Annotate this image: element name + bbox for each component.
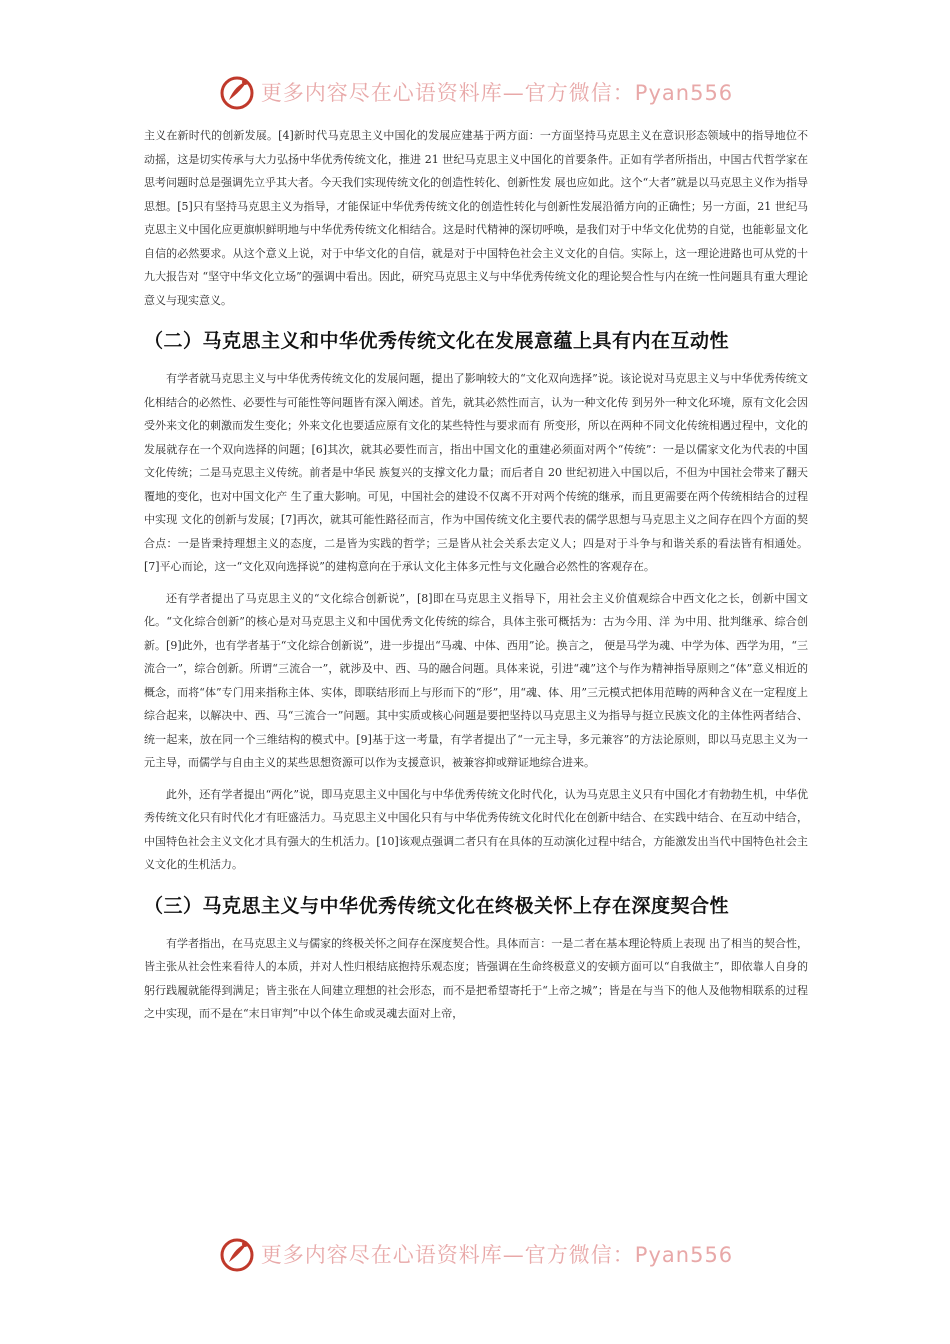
section-heading-2: （二）马克思主义和中华优秀传统文化在发展意蕴上具有内在互动性 xyxy=(144,330,730,352)
paragraph-5: 有学者指出，在马克思主义与儒家的终极关怀之间存在深度契合性。具体而言：一是二者在基本理论特质上表现 出了相当的契合性，皆主张从社会性来看待人的本质，并对人性归根结底抱持乐观态度；皆强调在生命终极意义的安顿方面可以“自我做主”，即依靠人自身的躬行践履就能得到满足；皆主张在人间建立理想的社会形态，而不是把希望寄托于“上帝之城”；皆是在与当下的他人及他物相联系的过程之中实现，而不是在“末日审判”中以个体生命或灵魂去面对上帝， xyxy=(144,936,808,1020)
paragraph-1: 主义在新时代的创新发展。[4]新时代马克思主义中国化的发展应建基于两方面：一方面坚持马克思主义在意识形态领域中的指导地位不动摇，这是切实传承与大力弘扬中华优秀传统文化，推进 21 世纪马克思主义中国化的首要条件。正如有学者所指出，中国古代哲学家在思考问题时总是强调先立乎其大者。今天我们实现传统文化的创造性转化、创新性发 展也应如此。这个“大者”就是以马克思主义作为指导思想。[5]只有坚持马克思主义为指导，才能保证中华优秀传统文化的创造性转化与创新性发展沿循方向的正确性；另一方面，21 世纪马克思主义中国化应更旗帜鲜明地与中华优秀传统文化相结合。这是时代精神的深切呼唤，是我们对于中华文化优势的自觉，也能彰显文化自信的必然要求。从这个意义上说，对于中华文化的自信，就是对于中国特色社会主义文化的自信。实际上，这一理论进路也可从党的十九大报告对 “坚守中华文化立场”的强调中看出。因此，研究马克思主义与中华优秀传统文化的理论契合性与内在统一性问题具有重大理论意义与现实意义。 xyxy=(144,129,808,307)
brand-logo-icon xyxy=(217,72,257,112)
banner-text: 更多内容尽在心语资料库—官方微信：Pyan556 xyxy=(260,81,734,105)
brand-logo-icon xyxy=(217,1234,257,1274)
section-heading-3: （三）马克思主义与中华优秀传统文化在终极关怀上存在深度契合性 xyxy=(144,894,730,917)
paragraph-4: 此外，还有学者提出“两化”说，即马克思主义中国化与中华优秀传统文化时代化，认为马克思主义只有中国化才有勃勃生机，中华优秀传统文化只有时代化才有旺盛活力。马克思主义中国化只有与中华优秀传统文化时代化在创新中结合、在实践中结合、在互动中结合，中国特色社会主义文化才具有强大的生机活力。[10]该观点强调二者只有在具体的互动演化过程中结合，方能激发出当代中国特色社会主义文化的生机活力。 xyxy=(144,787,808,871)
bottom-banner xyxy=(0,1232,950,1276)
banner-text: 更多内容尽在心语资料库—官方微信：Pyan556 xyxy=(260,1243,734,1267)
paragraph-3: 还有学者提出了马克思主义的“文化综合创新说”，[8]即在马克思主义指导下，用社会主义价值观综合中西文化之长，创新中国文化。“文化综合创新”的核心是对马克思主义和中国优秀文化传统的综合，具体主张可概括为：古为今用、洋 为中用、批判继承、综合创新。[9]此外，也有学者基于“文化综合创新说”，进一步提出“马魂、中体、西用”论。换言之， 便是马学为魂、中学为体、西学为用，“三流合一”，综合创新。所谓“三流合一”，就涉及中、西、马的融合问题。具体来说，引进“魂”这个与作为精神指导原则之“体”意义相近的概念，而将“体”专门用来指称主体、实体，即联结形而上与形而下的“形”，用“魂、体、用”三元模式把体用范畴的两种含义在一定程度上综合起来，以解决中、西、马“三流合一”问题。其中实质或核心问题是要把坚持以马克思主义为指导与挺立民族文化的主体性两者结合、统一起来，放在同一个三维结构的模式中。[9]基于这一考量，有学者提出了“一元主导，多元兼容”的方法论原则，即以马克思主义为一元主导，而儒学与自由主义的某些思想资源可以作为支援意识，被兼容抑或辩证地综合进来。 xyxy=(144,591,808,769)
document-body xyxy=(144,124,808,1026)
paragraph-2: 有学者就马克思主义与中华优秀传统文化的发展问题，提出了影响较大的“文化双向选择”说。该论说对马克思主义与中华优秀传统文化相结合的必然性、必要性与可能性等问题皆有深入阐述。首先，就其必然性而言，认为一种文化传 到另外一种文化环境，原有文化会因受外来文化的刺激而发生变化；外来文化也要适应原有文化的某些特性与要求而有 所变形，所以在两种不同文化传统相遇过程中，文化的发展就存在一个双向选择的问题；[6]其次，就其必要性而言，指出中国文化的重建必须面对两个“传统”：一是以儒家文化为代表的中国文化传统；二是马克思主义传统。前者是中华民 族复兴的支撑文化力量；而后者自 20 世纪初进入中国以后，不但为中国社会带来了翻天覆地的变化，也对中国文化产 生了重大影响。可见，中国社会的建设不仅离不开对两个传统的继承，而且更需要在两个传统相结合的过程中实现 文化的创新与发展；[7]再次，就其可能性路径而言，作为中国传统文化主要代表的儒学思想与马克思主义之间存在四个方面的契合点：一是皆秉持理想主义的态度，二是皆为实践的哲学；三是皆从社会关系去定义人；四是对于斗争与和谐关系的看法皆有相通处。[7]平心而论，这一“文化双向选择说”的建构意向在于承认文化主体多元性与文化融合必然性的客观存在。 xyxy=(144,372,808,573)
top-banner xyxy=(0,70,950,114)
